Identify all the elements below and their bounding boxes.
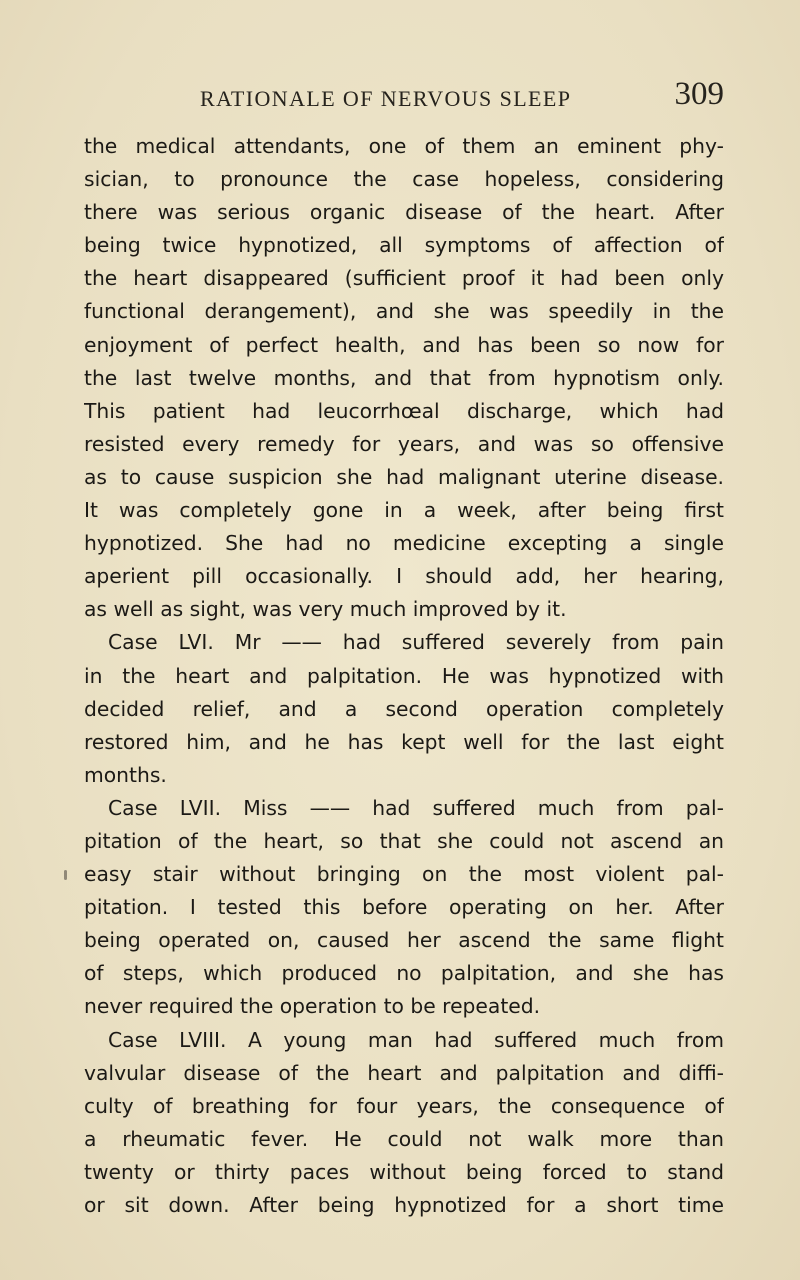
text-line: easy stair without bringing on the most violent pal-: [84, 862, 724, 887]
text-line: pitation. I tested this before operating on her. After: [84, 895, 724, 920]
page-number: 309: [674, 76, 724, 112]
text-line: sician, to pronounce the case hopeless, considering: [84, 167, 724, 192]
text-line: as to cause suspicion she had malignant uterine disease.: [84, 464, 724, 489]
text-line: the last twelve months, and that from hypnotism only.: [84, 365, 724, 390]
text-line: a rheumatic fever. He could not walk more than: [84, 1126, 724, 1151]
text-line: the heart disappeared (sufficient proof it had been only: [84, 266, 724, 291]
text-line: aperient pill occasionally. I should add, her hearing,: [84, 564, 724, 589]
text-line: being operated on, caused her ascend the same flight: [84, 928, 724, 953]
text-line: Case LVI. Mr —— had suffered severely from pain: [108, 630, 724, 655]
text-line: as well as sight, was very much improved by it.: [84, 597, 567, 622]
body-text: [84, 130, 724, 1222]
text-line: hypnotized. She had no medicine excepting a single: [84, 531, 724, 556]
text-line: in the heart and palpitation. He was hypnotized with: [84, 663, 724, 688]
text-line: enjoyment of perfect health, and has been so now for: [84, 332, 724, 357]
text-line: or sit down. After being hypnotized for a short time: [84, 1193, 724, 1217]
text-line: Case LVII. Miss —— had suffered much from pal-: [108, 795, 724, 820]
text-line: twenty or thirty paces without being forced to stand: [84, 1159, 724, 1184]
text-line: Case LVIII. A young man had suffered much from: [108, 1027, 724, 1052]
text-line: valvular disease of the heart and palpitation and diffi-: [84, 1060, 724, 1085]
text-line: This patient had leucorrhœal discharge, which had: [84, 398, 724, 423]
text-line: resisted every remedy for years, and was so offensive: [84, 431, 724, 456]
text-line: there was serious organic disease of the heart. After: [84, 200, 724, 225]
text-line: being twice hypnotized, all symptoms of affection of: [84, 233, 724, 258]
text-line: decided relief, and a second operation completely: [84, 696, 724, 721]
text-line: never required the operation to be repeated.: [84, 994, 541, 1019]
margin-mark: [64, 870, 67, 880]
running-head: [84, 70, 724, 120]
text-line: pitation of the heart, so that she could not ascend an: [84, 828, 724, 853]
text-line: functional derangement), and she was speedily in the: [84, 299, 724, 324]
text-line: It was completely gone in a week, after being first: [84, 498, 724, 523]
text-line: restored him, and he has kept well for the last eight: [84, 729, 724, 754]
text-line: the medical attendants, one of them an eminent phy-: [84, 134, 724, 158]
running-head-title: RATIONALE OF NERVOUS SLEEP: [200, 86, 572, 111]
text-line: months.: [84, 762, 167, 787]
text-line: of steps, which produced no palpitation, and she has: [84, 961, 724, 986]
text-line: culty of breathing for four years, the consequence of: [84, 1093, 724, 1118]
